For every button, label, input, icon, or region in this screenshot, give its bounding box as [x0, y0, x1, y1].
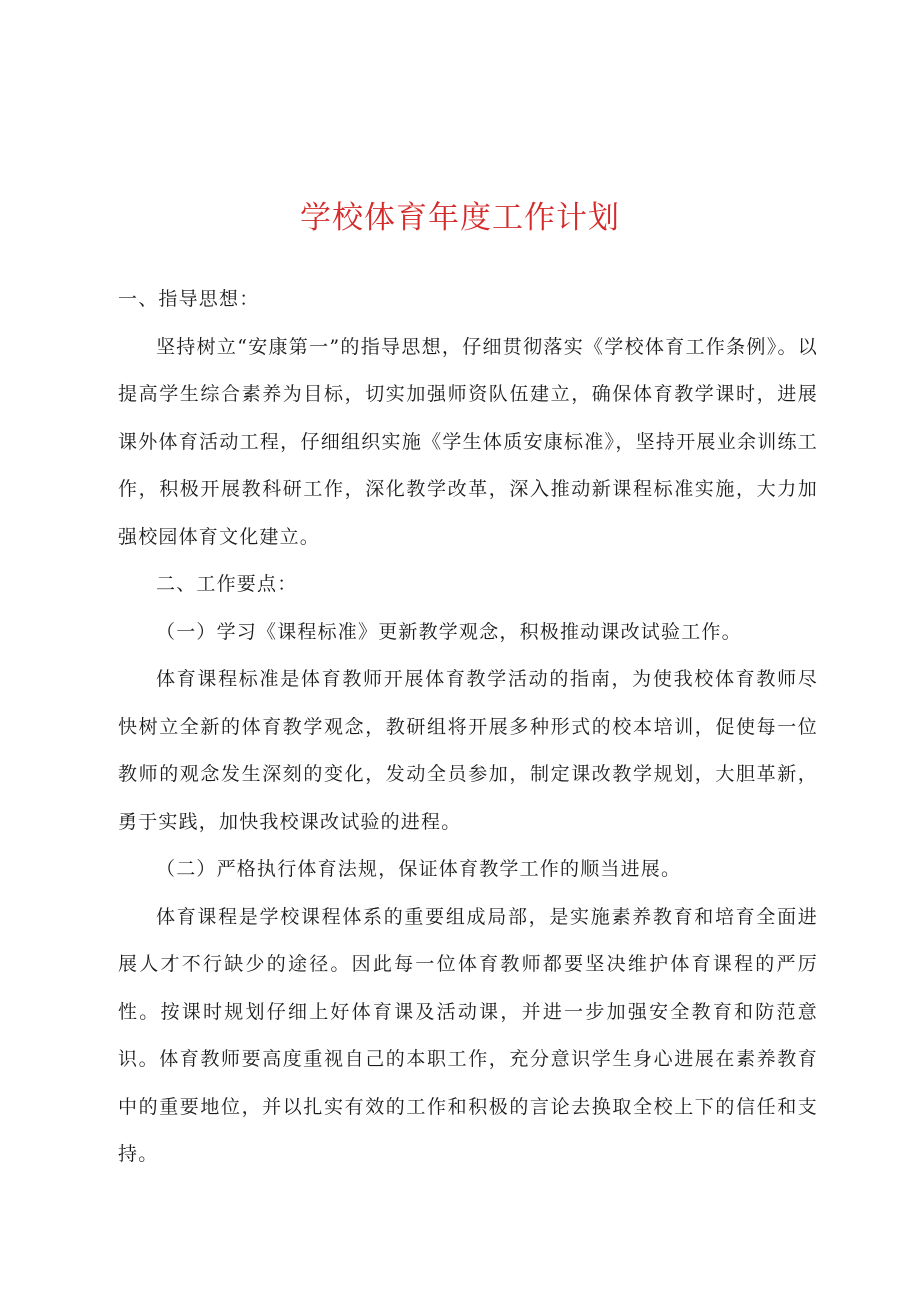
paragraph-sports-regulations: 体育课程是学校课程体系的重要组成局部，是实施素养教育和培育全面进展人才不行缺少的途径。因此每一位体育教师都要坚决维护体育课程的严厉性。按课时规划仔细上好体育课及活动课，并进一步加强安全教育和防范意识。体育教师要高度重视自己的本职工作，充分意识学生身心进展在素养教育中的重要地位，并以扎实有效的工作和积极的言论去换取全校上下的信任和支持。 [118, 905, 818, 1165]
paragraph-curriculum-standards: 体育课程标准是体育教师开展体育教学活动的指南，为使我校体育教师尽快树立全新的体育教学观念，教研组将开展多种形式的校本培训，促使每一位教师的观念发生深刻的变化，发动全员参加，制定课改教学规划，大胆革新，勇于实践，加快我校课改试验的进程。 [118, 668, 818, 833]
subheading-curriculum-standards: （一）学习《课程标准》更新教学观念，积极推动课改试验工作。 [156, 620, 742, 643]
section-heading-guiding-ideology: 一、指导思想： [118, 288, 260, 310]
document-body [118, 276, 818, 1179]
subheading-sports-regulations: （二）严格执行体育法规，保证体育教学工作的顺当进展。 [156, 858, 682, 880]
section-heading-work-points: 二、工作要点： [156, 573, 298, 595]
paragraph-guiding-ideology: 坚持树立“安康第一”的指导思想，仔细贯彻落实《学校体育工作条例》。以提高学生综合素养为目标，切实加强师资队伍建立，确保体育教学课时，进展课外体育活动工程，仔细组织实施《学生体质安康标准》，坚持开展业余训练工作，积极开展教科研工作，深化教学改革，深入推动新课程标准实施，大力加强校园体育文化建立。 [118, 335, 818, 548]
document-title: 学校体育年度工作计划 [300, 200, 620, 236]
